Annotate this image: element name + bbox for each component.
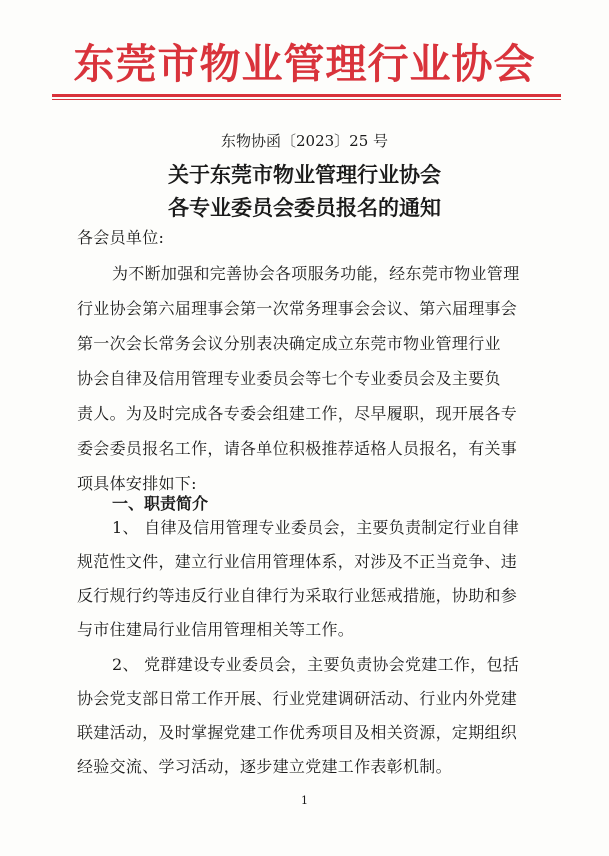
section-heading: 一、职责简介 xyxy=(112,494,209,513)
document-title-line-1: 关于东莞市物业管理行业协会 xyxy=(168,162,441,187)
paragraph-line: 责人。为及时完成各专委会组建工作，尽早履职，现开展各专 xyxy=(77,404,518,423)
item-line: 2、 党群建设专业委员会，主要负责协会党建工作，包括 xyxy=(112,655,520,674)
salutation: 各会员单位: xyxy=(77,228,165,247)
item-line: 协会党支部日常工作开展、行业党建调研活动、行业内外党建 xyxy=(77,689,518,708)
header-rule-thin xyxy=(52,99,561,100)
paragraph-line: 为不断加强和完善协会各项服务功能，经东莞市物业管理 xyxy=(112,264,520,283)
paragraph-line: 委会委员报名工作，请各单位积极推荐适格人员报名，有关事 xyxy=(77,439,518,458)
item-line: 联建活动，及时掌握党建工作优秀项目及相关资源，定期组织 xyxy=(77,723,518,742)
document-number: 东物协函〔2023〕25 号 xyxy=(220,132,389,150)
item-line: 经验交流、学习活动，逐步建立党建工作表彰机制。 xyxy=(77,757,452,776)
document-title-line-2: 各专业委员会委员报名的通知 xyxy=(168,195,441,220)
organization-header: 东莞市物业管理行业协会 xyxy=(73,40,536,88)
item-line: 与市住建局行业信用管理相关等工作。 xyxy=(77,620,355,639)
paragraph-line: 第一次会长常务会议分别表决确定成立东莞市物业管理行业 xyxy=(77,334,501,353)
paragraph-line: 行业协会第六届理事会第一次常务理事会会议、第六届理事会 xyxy=(77,299,518,318)
item-line: 规范性文件，建立行业信用管理体系，对涉及不正当竞争、违 xyxy=(77,552,518,571)
item-line: 反行规行约等违反行业自律行为采取行业惩戒措施，协助和参 xyxy=(77,586,518,605)
paragraph-line: 项具体安排如下: xyxy=(77,474,197,493)
paragraph-line: 协会自律及信用管理专业委员会等七个专业委员会及主要负 xyxy=(77,369,501,388)
header-rule-thick xyxy=(52,94,561,97)
item-line: 1、 自律及信用管理专业委员会，主要负责制定行业自律 xyxy=(112,518,520,537)
page-number: 1 xyxy=(301,794,308,807)
